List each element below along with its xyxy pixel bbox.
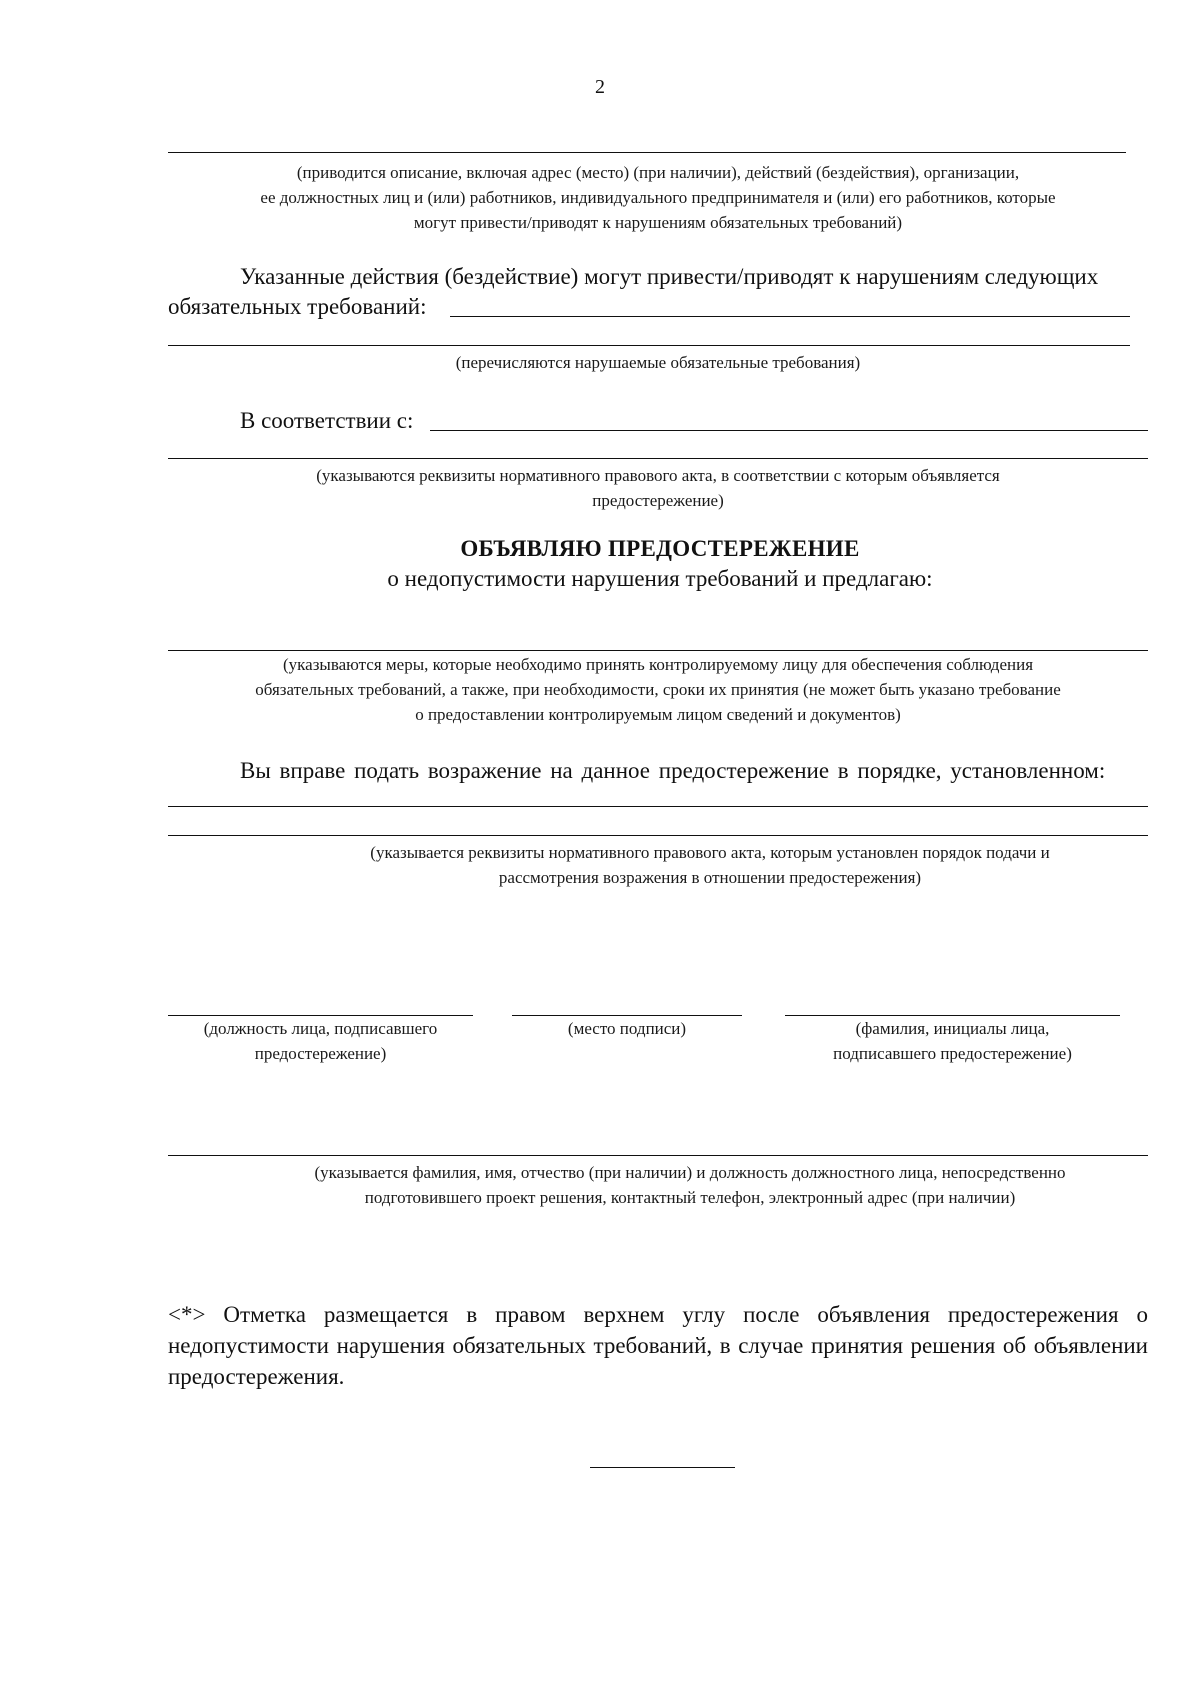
objection-text: Вы вправе подать возражение на данное предостережение в порядке, установленном: <box>240 758 1106 783</box>
preparer-note-line: (указывается фамилия, имя, отчество (при наличии) и должность должностного лица, непосредственно <box>314 1163 1066 1182</box>
description-note-line: (приводится описание, включая адрес (место) (при наличии), действий (бездействия), организации, <box>296 163 1020 182</box>
description-note-line: могут привести/приводят к нарушениям обязательных требований) <box>413 213 903 232</box>
signature-name-note-line: подписавшего предостережение) <box>833 1044 1072 1063</box>
preparer-fill-line[interactable] <box>168 1155 1148 1156</box>
accordance-note <box>168 463 1148 513</box>
measures-fill-line[interactable] <box>168 650 1148 651</box>
accordance-fill-line[interactable] <box>430 430 1148 431</box>
requirements-text: Указанные действия (бездействие) могут привести/приводят к нарушениям следующих <box>240 264 1099 289</box>
end-separator <box>590 1467 735 1468</box>
warning-title: ОБЪЯВЛЯЮ ПРЕДОСТЕРЕЖЕНИЕ <box>460 536 860 561</box>
warning-subtitle: о недопустимости нарушения требований и предлагаю: <box>387 566 933 591</box>
measures-note-line: (указываются меры, которые необходимо принять контролируемому лицу для обеспечения соблюдения <box>282 655 1034 674</box>
requirements-fill-line-2[interactable] <box>168 345 1130 346</box>
measures-note-line: обязательных требований, а также, при необходимости, сроки их принятия (не может быть указано требование <box>255 680 1061 699</box>
objection-fill-line[interactable] <box>168 806 1148 807</box>
description-fill-line[interactable] <box>168 152 1126 153</box>
preparer-note-line: подготовившего проект решения, контактный телефон, электронный адрес (при наличии) <box>364 1188 1016 1207</box>
description-note <box>168 160 1148 235</box>
requirements-label: обязательных требований: <box>168 294 427 319</box>
signature-name-note <box>785 1016 1120 1066</box>
accordance-fill-line-2[interactable] <box>168 458 1148 459</box>
page-number: 2 <box>595 76 605 98</box>
objection-note <box>220 840 1200 890</box>
signature-position-note-line: (должность лица, подписавшего <box>203 1019 438 1038</box>
preparer-note <box>200 1160 1180 1210</box>
measures-note-line: о предоставлении контролируемым лицом сведений и документов) <box>415 705 901 724</box>
requirements-fill-line[interactable] <box>450 316 1130 317</box>
objection-note-line: рассмотрения возражения в отношении предостережения) <box>498 868 922 887</box>
accordance-note-line: предостережение) <box>592 491 724 510</box>
requirements-note: (перечисляются нарушаемые обязательные требования) <box>455 353 861 372</box>
signature-name-note-line: (фамилия, инициалы лица, <box>855 1019 1050 1038</box>
description-note-line: ее должностных лиц и (или) работников, индивидуального предпринимателя и (или) его работников, которые <box>260 188 1056 207</box>
measures-note <box>168 652 1148 727</box>
signature-position-note <box>168 1016 473 1066</box>
signature-place-note: (место подписи) <box>567 1019 687 1038</box>
footnote-text: <*> Отметка размещается в правом верхнем углу после объявления предостережения о недопустимости нарушения обязательных требований, в случае принятия решения об объявлении предостережения. <box>168 1302 1148 1389</box>
objection-fill-line-2[interactable] <box>168 835 1148 836</box>
accordance-note-line: (указываются реквизиты нормативного правового акта, в соответствии с которым объявляется <box>316 466 1000 485</box>
accordance-label: В соответствии с: <box>240 408 414 433</box>
objection-note-line: (указывается реквизиты нормативного правового акта, которым установлен порядок подачи и <box>370 843 1050 862</box>
signature-position-note-line: предостережение) <box>254 1044 387 1063</box>
